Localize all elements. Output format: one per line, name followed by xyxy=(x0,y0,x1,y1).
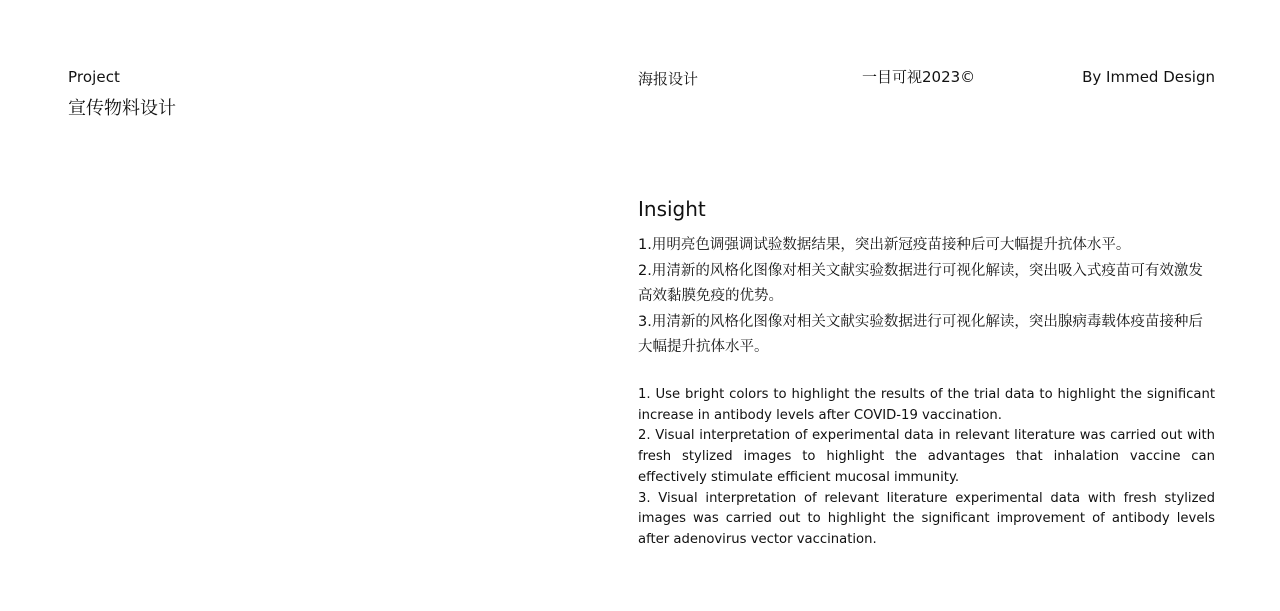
insight-point-cn-3: 3.用清新的风格化图像对相关文献实验数据进行可视化解读，突出腺病毒载体疫苗接种后大幅提升抗体水平。 xyxy=(638,313,1203,355)
insight-point-en-2: 2. Visual interpretation of experimental data in relevant literature was carried out with fresh stylized images to highlight the advantages that inhalation vaccine can effectively stimulate efficient mucosal immunity. xyxy=(638,428,1215,485)
project-title: 宣传物料设计 xyxy=(68,98,176,119)
header-category: 海报设计 xyxy=(638,70,699,88)
insight-point-en-1: 1. Use bright colors to highlight the results of the trial data to highlight the significant increase in antibody levels after COVID-19 vaccination. xyxy=(638,387,1215,423)
insight-title: Insight xyxy=(638,197,706,221)
insight-points-cn xyxy=(638,233,1215,361)
header-copyright: 一目可视2023© xyxy=(862,68,976,86)
insight-point-cn-1: 1.用明亮色调强调试验数据结果，突出新冠疫苗接种后可大幅提升抗体水平。 xyxy=(638,237,1131,253)
insight-points-en xyxy=(638,385,1215,551)
insight-point-en-3: 3. Visual interpretation of relevant literature experimental data with fresh stylized images was carried out to highlight the significant improvement of antibody levels after adenovirus vector vaccination. xyxy=(638,490,1215,547)
header-credit: By Immed Design xyxy=(1082,68,1215,86)
insight-point-cn-2: 2.用清新的风格化图像对相关文献实验数据进行可视化解读，突出吸入式疫苗可有效激发高效黏膜免疫的优势。 xyxy=(638,262,1203,304)
project-label: Project xyxy=(68,68,121,86)
